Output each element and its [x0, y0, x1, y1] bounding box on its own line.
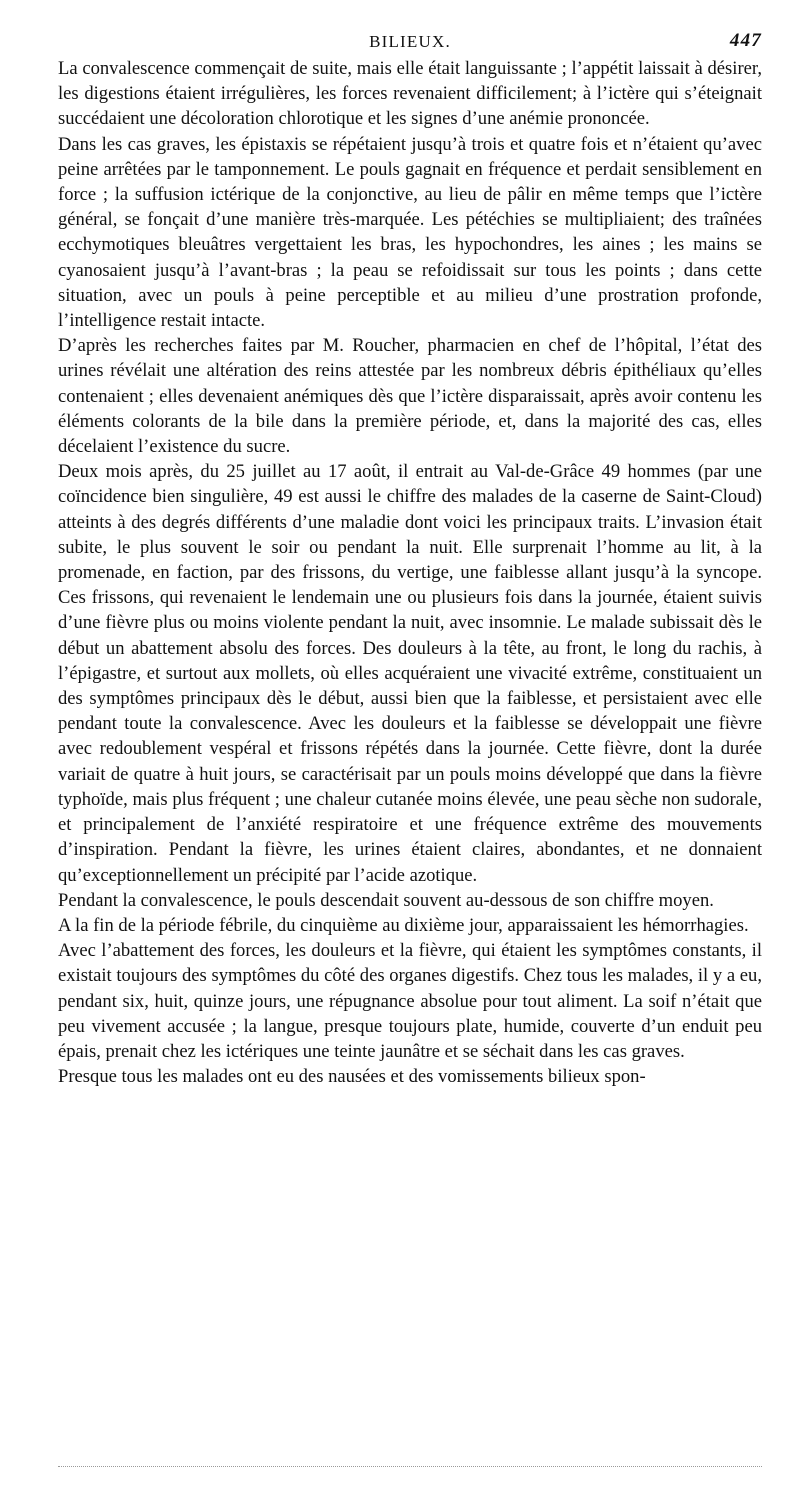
paragraph-organes-digestifs: Avec l’abattement des forces, les douleurs et la fièvre, qui étaient les symptômes constants, il existait toujours des symptômes du côté des organes digestifs. Chez tous les malades, il y a eu, pendant six, huit, quinze jours, une répugnance absolue pour tout aliment. La soif n’était que peu vivement accusée ; la langue, presque toujours plate, humide, couverte d’un enduit peu épais, prenait chez les ictériques une teinte jaunâtre et se séchait dans les cas graves.	[58, 940, 762, 1062]
paragraph-hemorrhagies: A la fin de la période fébrile, du cinquième au dixième jour, apparaissaient les hémorrhagies.	[58, 914, 749, 936]
page-number: 447	[729, 30, 762, 51]
paragraph-cas-graves: Dans les cas graves, les épistaxis se répétaient jusqu’à trois et quatre fois et n’étaient qu’avec peine arrêtées par le tamponnement. Le pouls gagnait en fréquence et perdait sensiblement en force ; la suffusion ictérique de la conjonctive, au lieu de pâlir en même temps que l’ictère général, se fonçait d’une manière très-marquée. Les pétéchies se multipliaient; des traînées ecchymotiques bleuâtres vergettaient les bras, les hypochondres, les aines ; les mains se cyanosaient jusqu’à l’avant-bras ; la peau se refoidissait sur tous les points ; dans cette situation, avec un pouls à peine perceptible et au milieu d’une prostration profonde, l’intelligence restait intacte.	[58, 133, 762, 332]
paragraph-convalescence: La convalescence commençait de suite, mais elle était languissante ; l’appétit laissait à désirer, les digestions étaient irrégulières, les forces revenaient difficilement; à l’ictère qui s’éteignait succédaient une décoloration chlorotique et les signes d’une anémie prononcée.	[58, 58, 762, 130]
paragraph-vomissements: Presque tous les malades ont eu des nausées et des vomissements bilieux spon-	[58, 1066, 646, 1088]
running-title: BILIEUX.	[369, 32, 451, 51]
paragraph-val-de-grace: Deux mois après, du 25 juillet au 17 août, il entrait au Val-de-Grâce 49 hommes (par une coïncidence bien singulière, 49 est aussi le chiffre des malades de la caserne de Saint-Cloud) atteints à des degrés différents d’une maladie dont voici les principaux traits. L’invasion était subite, le plus souvent le soir ou pendant la nuit. Elle surprenait l’homme au lit, à la promenade, en faction, par des frissons, du vertige, une faiblesse allant jusqu’à la syncope. Ces frissons, qui revenaient le lendemain une ou plusieurs fois dans la journée, étaient suivis d’une fièvre plus ou moins violente pendant la nuit, avec insomnie. Le malade subissait dès le début un abattement absolu des forces. Des douleurs à la tête, au front, le long du rachis, à l’épigastre, et surtout aux mollets, où elles acquéraient une vivacité extrême, constituaient un des symptômes principaux dès le début, aussi bien que la faiblesse, et persistaient avec elle pendant toute la convalescence. Avec les douleurs et la faiblesse se développait une fièvre avec redoublement vespéral et frissons répétés dans la journée. Cette fièvre, dont la durée variait de quatre à huit jours, se caractérisait par un pouls moins développé que dans la fièvre typhoïde, mais plus fréquent ; une chaleur cutanée moins élevée, une peau sèche non sudorale, et principalement de l’anxiété respiratoire et une fréquence extrême des mouvements d’inspiration. Pendant la fièvre, les urines étaient claires, abondantes, et ne donnaient qu’exceptionnellement un précipité par l’acide azotique.	[58, 461, 762, 886]
text-body	[58, 56, 762, 1089]
paragraph-pouls: Pendant la convalescence, le pouls descendait souvent au-dessous de son chiffre moyen.	[58, 889, 714, 911]
bottom-dotted-rule	[58, 1466, 762, 1467]
paragraph-urines: D’après les recherches faites par M. Roucher, pharmacien en chef de l’hôpital, l’état des urines révélait une altération des reins attestée par les nombreux débris épithéliaux qu’elles contenaient ; elles devenaient anémiques dès que l’ictère disparaissait, après avoir contenu les éléments colorants de la bile dans la première période, et, dans la majorité des cas, elles décelaient l’existence du sucre.	[58, 335, 762, 458]
running-head	[58, 26, 762, 56]
